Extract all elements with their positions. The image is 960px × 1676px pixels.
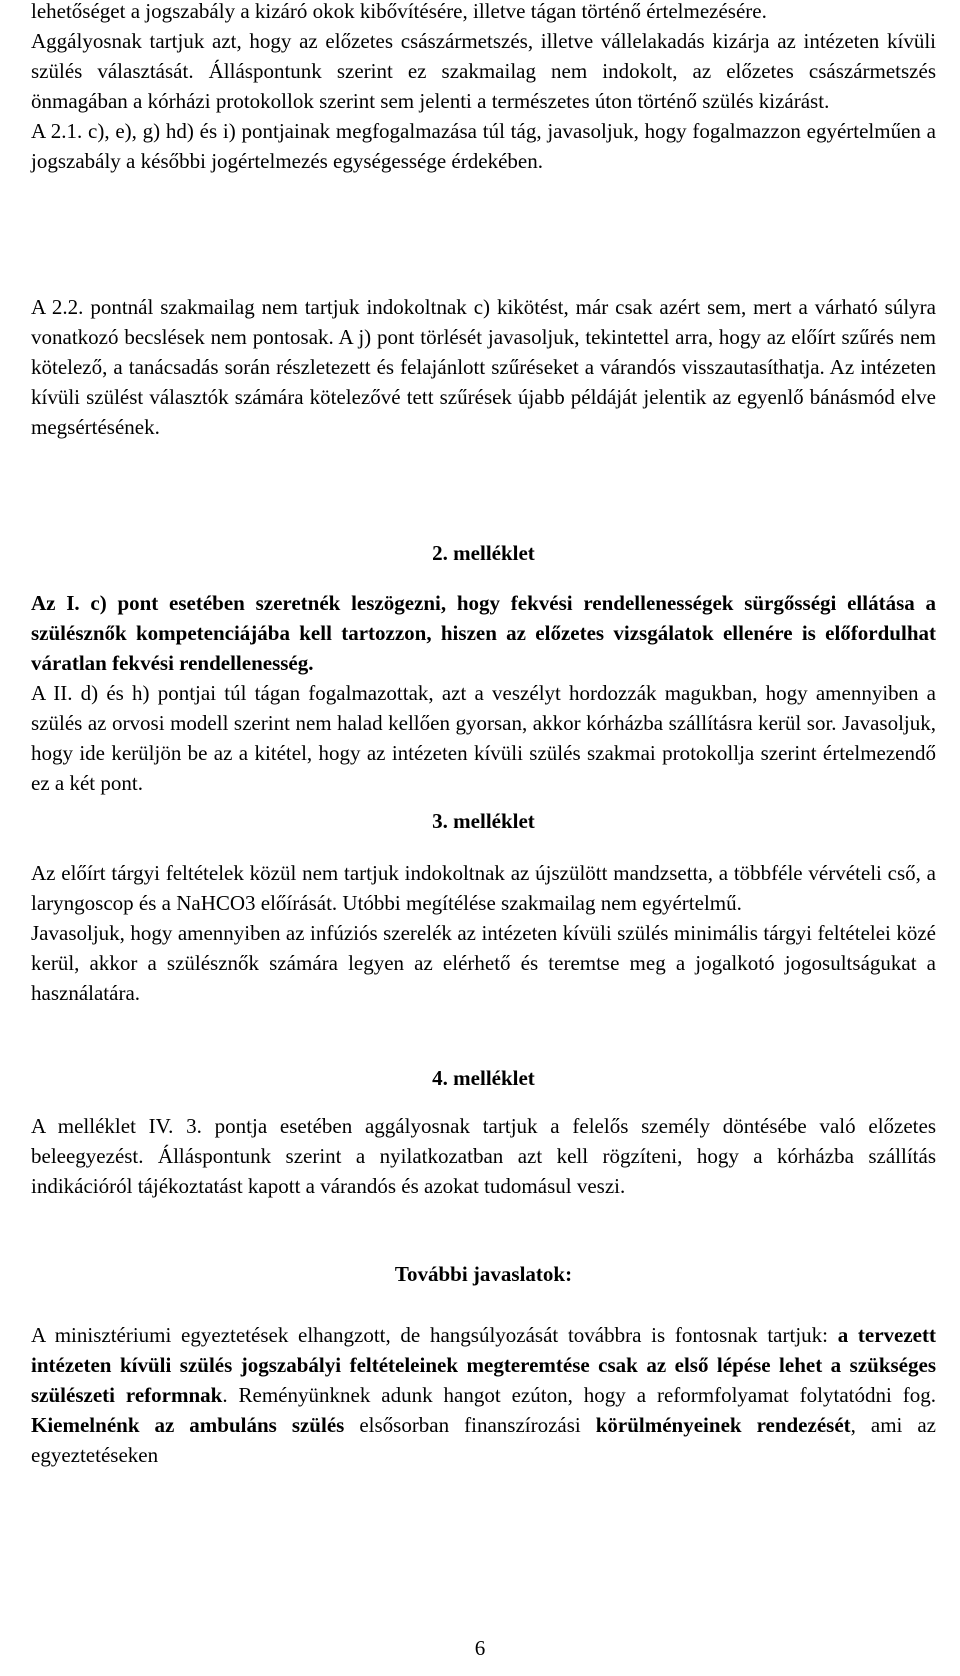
paragraph-continuation: lehetőséget a jogszabály a kizáró okok kibővítésére, illetve tágan történő értelmezésére. <box>31 0 767 23</box>
heading-annex-3: 3. melléklet <box>432 809 535 833</box>
text-segment: A minisztériumi egyeztetések elhangzott, de hangsúlyozását továbbra is fontosnak tartjuk: <box>31 1323 838 1347</box>
text-segment-bold: Kiemelnénk az ambuláns szülés <box>31 1413 345 1437</box>
heading-annex-4: 4. melléklet <box>432 1066 535 1090</box>
heading-further-proposals: További javaslatok: <box>394 1262 573 1286</box>
section-annex-3 <box>31 806 936 1008</box>
heading-annex-2: 2. melléklet <box>432 541 535 565</box>
text-segment: . Reményünknek adunk hangot ezúton, hogy a reformfolyamat folytatódni fog. <box>222 1383 936 1407</box>
section-intro <box>31 0 936 176</box>
paragraph-annex-2-point-1c: Az I. c) pont esetében szeretnék leszögezni, hogy fekvési rendellenességek sürgősségi ellátása a szülésznők kompetenciájába kell tartozzon, hiszen az előzetes vizsgálatok ellenére is előfordulhat váratlan fekvési rendellenesség. <box>31 591 936 675</box>
paragraph-annex-3-equipment: Az előírt tárgyi feltételek közül nem tartjuk indokoltnak az újszülött mandzsetta, a többféle vérvételi cső, a laryngoscop és a NaHCO3 előírását. Utóbbi megítélése szakmailag nem egyértelmű. <box>31 861 936 915</box>
paragraph-annex-3-infusion: Javasoljuk, hogy amennyiben az infúziós szerelék az intézeten kívüli szülés minimális tárgyi feltételei közé kerül, akkor a szülésznők számára legyen az elérhető és teremtse meg a jogalkotó jogosultságukat a használatára. <box>31 921 936 1005</box>
text-segment: elsősorban finanszírozási <box>344 1413 596 1437</box>
section-annex-4 <box>31 1066 936 1201</box>
text-segment-bold: a tervezett intézeten kívüli szülés jogszabályi feltételeinek megteremtése csak az első lépése lehet a szükséges szülészeti reformnak <box>31 1323 936 1407</box>
page-number: 6 <box>474 1636 486 1660</box>
paragraph-point-2-1: A 2.1. c), e), g) hd) és i) pontjainak megfogalmazása túl tág, javasoljuk, hogy fogalmazzon egyértelműen a jogszabály a későbbi jogértelmezés egységessége érdekében. <box>31 119 936 173</box>
paragraph-annex-4: A melléklet IV. 3. pontja esetében aggályosnak tartjuk a felelős személy döntésébe való előzetes beleegyezést. Álláspontunk szerint a nyilatkozatban azt kell rögzíteni, hogy a kórházba szállítás indikációról tájékoztatást kapott a várandós és azokat tudomásul veszi. <box>31 1114 936 1198</box>
section-annex-2 <box>31 538 936 798</box>
section-further-proposals <box>31 1323 936 1470</box>
paragraph-further-proposals <box>31 1320 936 1470</box>
paragraph-annex-2-point-2: A II. d) és h) pontjai túl tágan fogalmazottak, azt a veszélyt hordozzák magukban, hogy amennyiben a szülés az orvosi modell szerint nem halad kellően gyorsan, akkor kórházba szállításra kerül sor. Javasoljuk, hogy ide kerüljön be az a kitétel, hogy az intézeten kívüli szülés szakmai protokollja szerint értelmezendő ez a két pont. <box>31 681 936 795</box>
section-point-2-2 <box>31 292 936 442</box>
text-segment-bold: körülményeinek rendezését <box>595 1413 851 1437</box>
text-segment: , ami az egyeztetéseken <box>31 1413 936 1467</box>
paragraph-cesarean-concern: Aggályosnak tartjuk azt, hogy az előzetes császármetszés, illetve vállelakadás kizárja az intézeten kívüli szülés választását. Álláspontunk szerint ez szakmailag nem indokolt, az előzetes császármetszés önmagában a kórházi protokollok szerint sem jelenti a természetes úton történő szülés kizárást. <box>31 29 936 113</box>
paragraph-point-2-2: A 2.2. pontnál szakmailag nem tartjuk indokoltnak c) kikötést, már csak azért sem, mert a várható súlyra vonatkozó becslések nem pontosak. A j) pont törlését javasoljuk, tekintettel arra, hogy az előírt szűrés nem kötelező, a tanácsadás során részletezett és felajánlott szűréseket a várandós visszautasíthatja. Az intézeten kívüli szülést választók számára kötelezővé tett szűrések újabb példáját jelentik az egyenlő bánásmód elve megsértésének. <box>31 295 936 439</box>
